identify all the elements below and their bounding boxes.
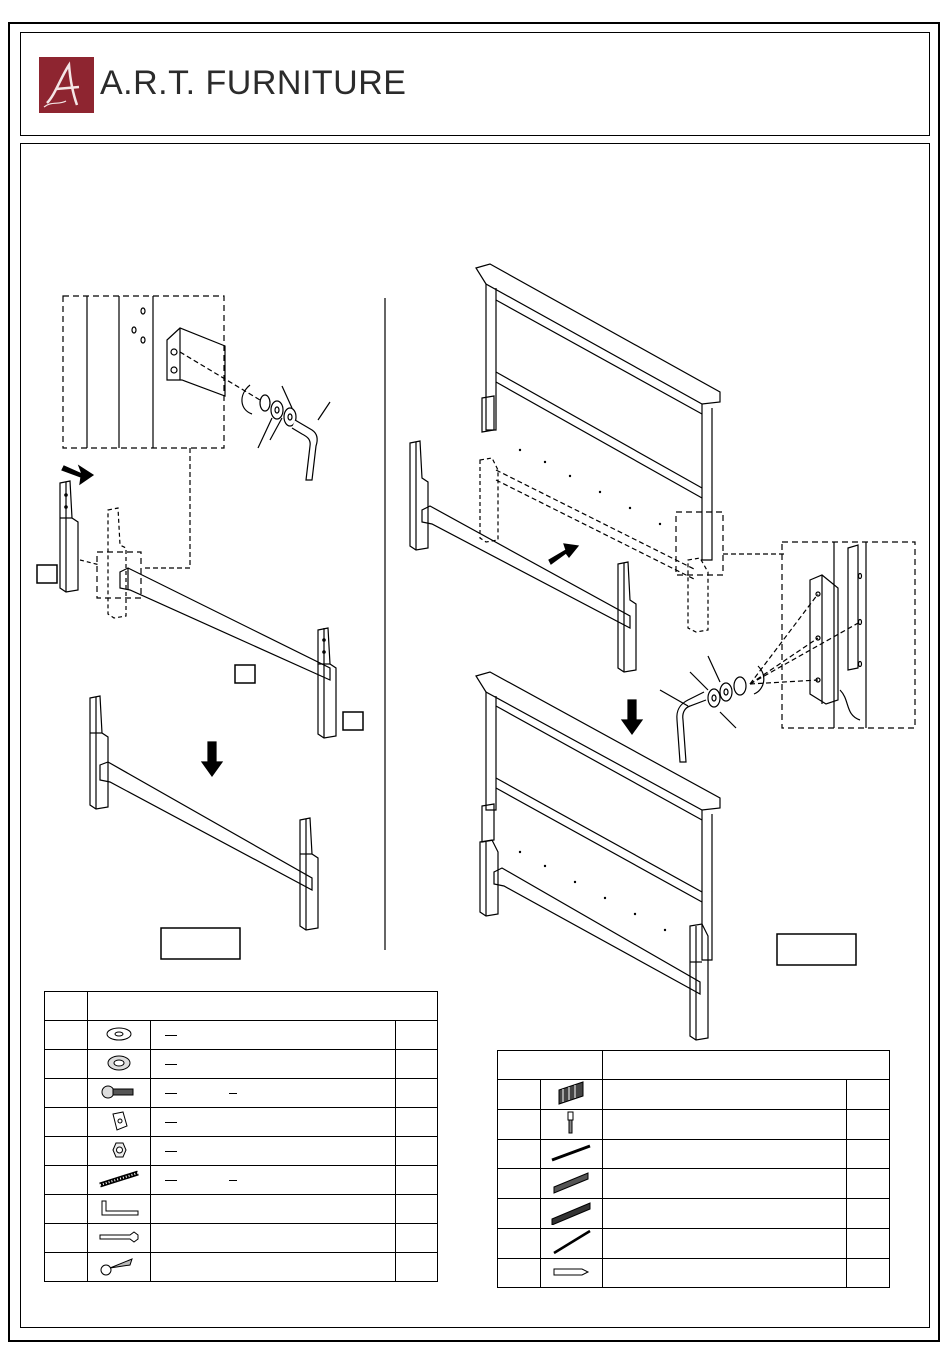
table-row	[498, 1080, 890, 1110]
table-row	[498, 1229, 890, 1259]
left-step1-posts	[60, 466, 336, 738]
brand-name: A.R.T. FURNITURE	[100, 64, 407, 102]
hardware-parts-table	[44, 991, 438, 1282]
table-row	[498, 1140, 890, 1169]
table-row	[45, 1108, 438, 1137]
cleat-icon	[546, 1169, 596, 1195]
table-row	[498, 1259, 890, 1288]
rail-icon	[546, 1142, 596, 1164]
left-detail-inset	[63, 296, 330, 568]
table-row	[45, 1050, 438, 1079]
table-row	[45, 1166, 438, 1195]
rod-icon	[546, 1229, 596, 1255]
dowel-icon	[546, 1262, 596, 1282]
component-parts-table	[497, 1050, 890, 1288]
right-headboard-step1	[410, 264, 784, 672]
step-label-right	[777, 934, 856, 965]
slat-icon	[546, 1199, 596, 1225]
table-row	[45, 1137, 438, 1166]
label-box-c	[343, 712, 363, 730]
slat-bundle-icon	[549, 1080, 593, 1106]
threaded-rod-icon	[94, 1169, 144, 1189]
table-row	[45, 1195, 438, 1224]
down-arrow-left	[202, 742, 222, 776]
bolt-icon	[99, 1082, 139, 1102]
lock-washer-icon	[99, 1053, 139, 1073]
table-row	[498, 1169, 890, 1199]
table-row	[498, 1110, 890, 1140]
table-row	[498, 1199, 890, 1229]
bolt-pin-icon	[549, 1110, 593, 1136]
down-arrow-right	[622, 700, 642, 734]
washer-icon	[99, 1024, 139, 1044]
barrel-nut-icon	[99, 1110, 139, 1132]
table-row	[45, 1079, 438, 1108]
hex-nut-icon	[99, 1139, 139, 1161]
allen-key-icon	[94, 1197, 144, 1219]
wood-screw-icon	[94, 1254, 144, 1278]
table-row	[45, 1224, 438, 1253]
left-step2-assembled	[90, 696, 318, 930]
label-box-a	[37, 565, 57, 583]
step-label-left	[161, 928, 240, 959]
table-row	[45, 1253, 438, 1282]
label-box-b	[235, 665, 255, 683]
wrench-icon	[94, 1227, 144, 1247]
table-row	[45, 1021, 438, 1050]
